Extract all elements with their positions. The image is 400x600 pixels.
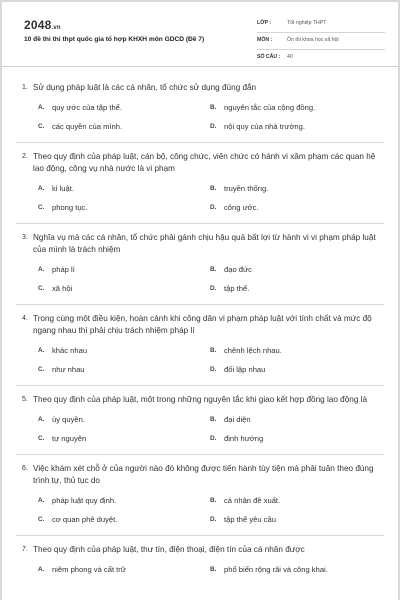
option-text: phổ biến rộng rãi và công khai. <box>224 565 328 574</box>
answer-option[interactable] <box>38 260 210 279</box>
answer-option[interactable] <box>210 560 382 579</box>
option-text: cơ quan phê duyệt. <box>52 515 118 524</box>
option-text: phong tục. <box>52 203 88 212</box>
question-number: 4. <box>22 315 28 322</box>
answer-option[interactable] <box>210 360 382 379</box>
question-number: 7. <box>22 546 28 553</box>
option-text: chênh lệch nhau. <box>224 346 282 355</box>
answer-options <box>16 560 384 579</box>
meta-row <box>257 33 385 50</box>
option-letter: D. <box>210 204 217 211</box>
meta-row <box>257 50 385 67</box>
answer-option[interactable] <box>38 510 210 529</box>
question-item <box>16 386 384 455</box>
logo-text: 2048 <box>24 18 52 32</box>
option-text: truyền thống. <box>224 184 269 193</box>
question-text: Nghĩa vụ mà các cá nhân, tổ chức phải gánh chịu hậu quả bất lợi từ hành vi vi phạm pháp luật của mình là trách nhiệm <box>33 233 376 254</box>
question-item <box>16 305 384 386</box>
option-text: nguyên tắc của cộng đồng. <box>224 103 316 112</box>
meta-label: MÔN : <box>257 37 273 43</box>
question-number: 1. <box>22 84 28 91</box>
option-letter: A. <box>38 566 45 573</box>
logo-suffix: .vn <box>51 25 61 31</box>
document-title: 10 đề thi thi thpt quốc gia tổ hợp KHXH môn GDCD (Đề 7) <box>24 36 205 43</box>
question-number: 2. <box>22 153 28 160</box>
option-text: cá nhân đề xuất. <box>224 496 281 505</box>
answer-option[interactable] <box>38 198 210 217</box>
question-text: Trong cùng một điều kiện, hoàn cảnh khi công dân vi phạm pháp luật với tính chất và mức độ ngang nhau thì phải chịu trách nhiệm pháp lí <box>33 314 372 335</box>
answer-option[interactable] <box>210 341 382 360</box>
question-text: Theo quy định của pháp luật, một trong những nguyên tắc khi giao kết hợp đồng lao động là <box>33 395 368 404</box>
option-letter: C. <box>38 204 45 211</box>
option-text: nội quy của nhà trường. <box>224 122 305 131</box>
question-item <box>16 536 384 585</box>
option-letter: D. <box>210 366 217 373</box>
question-text: Theo quy định của pháp luật, thư tín, điện thoại, điện tín của cá nhân được <box>33 545 305 554</box>
answer-option[interactable] <box>38 117 210 136</box>
answer-option[interactable] <box>38 410 210 429</box>
site-logo[interactable] <box>24 18 61 32</box>
option-letter: C. <box>38 366 45 373</box>
option-letter: B. <box>210 266 217 273</box>
option-letter: A. <box>38 416 45 423</box>
option-text: tập thể yêu cầu <box>224 515 276 524</box>
option-letter: D. <box>210 285 217 292</box>
answer-option[interactable] <box>210 117 382 136</box>
answer-option[interactable] <box>210 179 382 198</box>
question-stem <box>16 463 384 487</box>
question-list <box>2 74 398 585</box>
option-letter: C. <box>38 285 45 292</box>
question-number: 3. <box>22 234 28 241</box>
option-letter: A. <box>38 266 45 273</box>
question-item <box>16 224 384 305</box>
answer-option[interactable] <box>210 510 382 529</box>
answer-options <box>16 491 384 529</box>
option-letter: A. <box>38 347 45 354</box>
answer-option[interactable] <box>38 179 210 198</box>
answer-option[interactable] <box>210 279 382 298</box>
answer-option[interactable] <box>210 491 382 510</box>
answer-option[interactable] <box>210 429 382 448</box>
meta-value: Ôn thi khoa học xã hội <box>287 37 339 43</box>
question-number: 6. <box>22 465 28 472</box>
meta-row <box>257 16 385 33</box>
answer-option[interactable] <box>38 341 210 360</box>
question-stem <box>16 313 384 337</box>
option-text: kỉ luật. <box>52 184 74 193</box>
option-letter: B. <box>210 416 217 423</box>
option-text: đại diện <box>224 415 251 424</box>
option-text: pháp lí <box>52 265 75 274</box>
answer-options <box>16 98 384 136</box>
document-header <box>2 2 398 67</box>
document-meta <box>257 16 385 67</box>
option-text: quy ước của tập thể. <box>52 103 123 112</box>
option-text: định hướng <box>224 434 264 443</box>
answer-options <box>16 260 384 298</box>
question-stem <box>16 151 384 175</box>
option-letter: B. <box>210 185 217 192</box>
option-letter: B. <box>210 566 217 573</box>
answer-options <box>16 341 384 379</box>
answer-option[interactable] <box>210 260 382 279</box>
answer-option[interactable] <box>38 429 210 448</box>
option-letter: A. <box>38 497 45 504</box>
option-text: các quyền của mình. <box>52 122 123 131</box>
answer-option[interactable] <box>38 360 210 379</box>
question-text: Theo quy định của pháp luật, cán bộ, công chức, viên chức có hành vi xâm phạm các quan hệ lao động, công vụ nhà nước là vi phạm <box>33 152 376 173</box>
meta-label: LỚP : <box>257 20 272 26</box>
question-stem <box>16 544 384 556</box>
document-page <box>2 2 398 600</box>
option-text: tập thể. <box>224 284 250 293</box>
option-text: đạo đức <box>224 265 252 274</box>
option-letter: D. <box>210 123 217 130</box>
question-item <box>16 455 384 536</box>
answer-option[interactable] <box>210 98 382 117</box>
option-text: tự nguyện <box>52 434 87 443</box>
question-item <box>16 74 384 143</box>
option-letter: C. <box>38 516 45 523</box>
answer-option[interactable] <box>38 98 210 117</box>
answer-option[interactable] <box>210 410 382 429</box>
option-letter: C. <box>38 123 45 130</box>
meta-label: SỐ CÂU : <box>257 54 281 60</box>
option-letter: B. <box>210 104 217 111</box>
answer-option[interactable] <box>210 198 382 217</box>
question-item <box>16 143 384 224</box>
question-text: Việc khám xét chỗ ở của người nào đó không được tiến hành tùy tiện mà phải tuân theo đúng trình tự, thủ tục do <box>33 464 374 485</box>
option-text: xã hội <box>52 284 73 293</box>
answer-options <box>16 410 384 448</box>
option-text: như nhau <box>52 365 85 374</box>
question-text: Sử dụng pháp luật là các cá nhân, tổ chức sử dụng đúng đắn <box>33 83 257 92</box>
answer-option[interactable] <box>38 279 210 298</box>
option-letter: C. <box>38 435 45 442</box>
option-text: ủy quyền. <box>52 415 85 424</box>
answer-option[interactable] <box>38 560 210 579</box>
option-letter: B. <box>210 347 217 354</box>
question-number: 5. <box>22 396 28 403</box>
question-stem <box>16 82 384 94</box>
option-letter: D. <box>210 516 217 523</box>
meta-value: 40 <box>287 54 293 60</box>
question-stem <box>16 394 384 406</box>
option-text: đối lập nhau <box>224 365 266 374</box>
answer-option[interactable] <box>38 491 210 510</box>
option-letter: B. <box>210 497 217 504</box>
option-text: niêm phong và cất trữ <box>52 565 126 574</box>
option-letter: D. <box>210 435 217 442</box>
answer-options <box>16 179 384 217</box>
question-stem <box>16 232 384 256</box>
option-text: pháp luật quy định. <box>52 496 117 505</box>
option-text: công ước. <box>224 203 259 212</box>
meta-value: Tốt nghiệp THPT <box>287 20 327 26</box>
option-text: khác nhau <box>52 346 88 355</box>
option-letter: A. <box>38 185 45 192</box>
option-letter: A. <box>38 104 45 111</box>
